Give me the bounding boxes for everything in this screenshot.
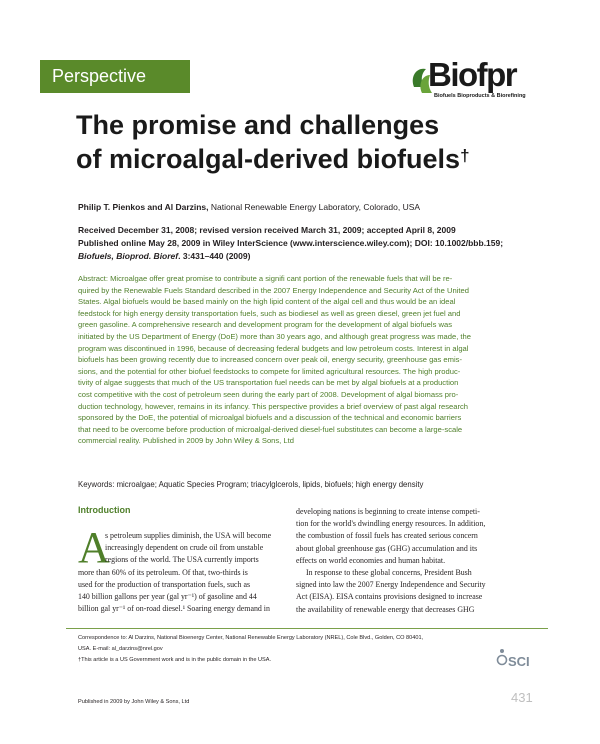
- drop-cap: A: [78, 523, 110, 572]
- text-line: the combustion of fossil fuels has created serious concern: [296, 531, 478, 541]
- text-line: 140 billion gallons per year (gal yr⁻¹) of gasoline and 44: [78, 592, 257, 602]
- text-line: signed into law the 2007 Energy Independence and Security: [296, 580, 486, 590]
- body-column-right: [296, 506, 536, 616]
- text-line: more than 60% of its petroleum. Of that, two-thirds is: [78, 567, 248, 577]
- text-line: effects on world economies and human habitat.: [296, 555, 446, 565]
- text-line: tion for the world's dwindling energy resources. In addition,: [296, 519, 486, 529]
- text-line: biofuels has been growing recently due to increased concern over peak oil, energy security, greenhouse gas emis-: [78, 355, 462, 365]
- text-line: quired by the Renewable Fuels Standard described in the 2007 Energy Independence and Security Act of the United: [78, 285, 469, 295]
- text-line: program was discontinued in 1996, because of decreasing federal budgets and low petroleum costs. Interest in algal: [78, 343, 469, 353]
- text-line: the availability of renewable energy that decreases GHG: [296, 604, 475, 614]
- text-line: States. Algal biofuels would be based mainly on the high lipid content of the algal cell and thus would be an ideal: [78, 297, 456, 307]
- title-dagger: †: [460, 146, 470, 165]
- text-line: In response to these global concerns, President Bush: [306, 568, 472, 578]
- text-line: tivity of algae suggests that much of the US transportation fuel needs can be met by algal biofuels at a production: [78, 378, 459, 388]
- journal-logo-word: Biofpr: [428, 56, 517, 93]
- journal-logo-subtitle: Biofuels Bioproducts & Biorefining: [434, 93, 526, 99]
- author-names: Philip T. Pienkos and Al Darzins,: [78, 202, 209, 212]
- author-affiliation: National Renewable Energy Laboratory, Colorado, USA: [208, 202, 421, 212]
- text-line: billion gal yr⁻¹ of on-road diesel.¹ Soaring energy demand in: [78, 604, 270, 614]
- abstract: [78, 273, 530, 447]
- body-column-left: [78, 523, 310, 615]
- text-line: developing nations is beginning to create intense competi-: [296, 507, 480, 516]
- text-line: sponsored by the DoE, the potential of microalgal biofuels and a discussion of the technical and economic barriers: [78, 413, 462, 423]
- page-number: 431: [511, 690, 533, 705]
- public-domain-note: †This article is a US Government work and is in the public domain in the USA.: [78, 657, 272, 663]
- title-line-1: The promise and challenges: [76, 110, 440, 140]
- sci-logo-text: SCI: [508, 654, 530, 669]
- section-banner: [40, 60, 190, 93]
- text-line: s petroleum supplies diminish, the USA will become: [105, 531, 272, 540]
- received-dates: Received December 31, 2008; revised version received March 31, 2009; accepted April 8, 2009: [78, 225, 456, 235]
- published-online: Published online May 28, 2009 in Wiley InterScience (www.interscience.wiley.com); DOI: 10.1002/bbb.159;: [78, 238, 504, 248]
- text-line: commercial reality. Published in 2009 by John Wiley & Sons, Ltd: [78, 436, 294, 446]
- text-line: about global greenhouse gas (GHG) accumulation and its: [296, 543, 478, 553]
- keywords: Keywords: microalgae; Aquatic Species Program; triacylglcerols, lipids, biofuels; high energy density: [78, 480, 424, 489]
- journal-name: Biofuels, Bioprod. Bioref: [78, 251, 179, 261]
- introduction-heading: Introduction: [78, 505, 131, 515]
- correspondence-email: USA. E-mail: al_darzins@nrel.gov: [78, 646, 163, 652]
- authors-line: [78, 202, 420, 212]
- footer-publisher: Published in 2009 by John Wiley & Sons, Ltd: [78, 699, 190, 705]
- correspondence-note: Correspondence to: Al Darzins, National Bioenergy Center, National Renewable Energy Laboratory (NREL), Cole Blvd., Golden, CO 80401,: [78, 635, 424, 641]
- journal-citation: . 3:431–440 (2009): [178, 251, 251, 261]
- footnote-divider: [66, 628, 548, 629]
- text-line: green gasoline. A comprehensive research and development program for the development of algal biofuels was: [78, 320, 453, 330]
- text-line: initiated by the US Department of Energy (DoE) more than 30 years ago, and although great progress was made, the: [78, 331, 471, 341]
- text-line: feedstock for high energy density transportation fuels, such as biodiesel as well as green diesel, green jet fuel and: [78, 308, 461, 318]
- sci-logo-icon: [496, 646, 536, 670]
- text-line: regions of the world. The USA currently imports: [105, 555, 259, 565]
- section-banner-label: Perspective: [52, 66, 147, 86]
- text-line: that need to be overcome before production of microalgal-derived diesel-fuel substitutes can become a large-scale: [78, 424, 463, 434]
- article-dates: [78, 224, 503, 263]
- text-line: Act (EISA). EISA contains provisions designed to increase: [296, 592, 483, 602]
- text-line: Abstract: Microalgae offer great promise to contribute a signifi cant portion of the renewable fuels that will be re-: [78, 274, 453, 283]
- text-line: increasingly dependent on crude oil from unstable: [105, 543, 264, 553]
- text-line: cost competitive with the cost of petroleum seen during the early part of 2008. Development of algal biomass pro-: [78, 389, 459, 399]
- text-line: duction technology, however, remains in its infancy. This perspective provides a brief overview of past algal research: [78, 401, 469, 411]
- footnotes: [78, 633, 423, 666]
- article-title: [76, 108, 546, 176]
- text-line: sions, and the potential for other biofuel feedstocks to compete for limited agricultural resources. The high produc-: [78, 366, 461, 376]
- title-line-2: of microalgal-derived biofuels: [76, 144, 461, 174]
- text-line: used for the production of transportation fuels, such as: [78, 579, 251, 589]
